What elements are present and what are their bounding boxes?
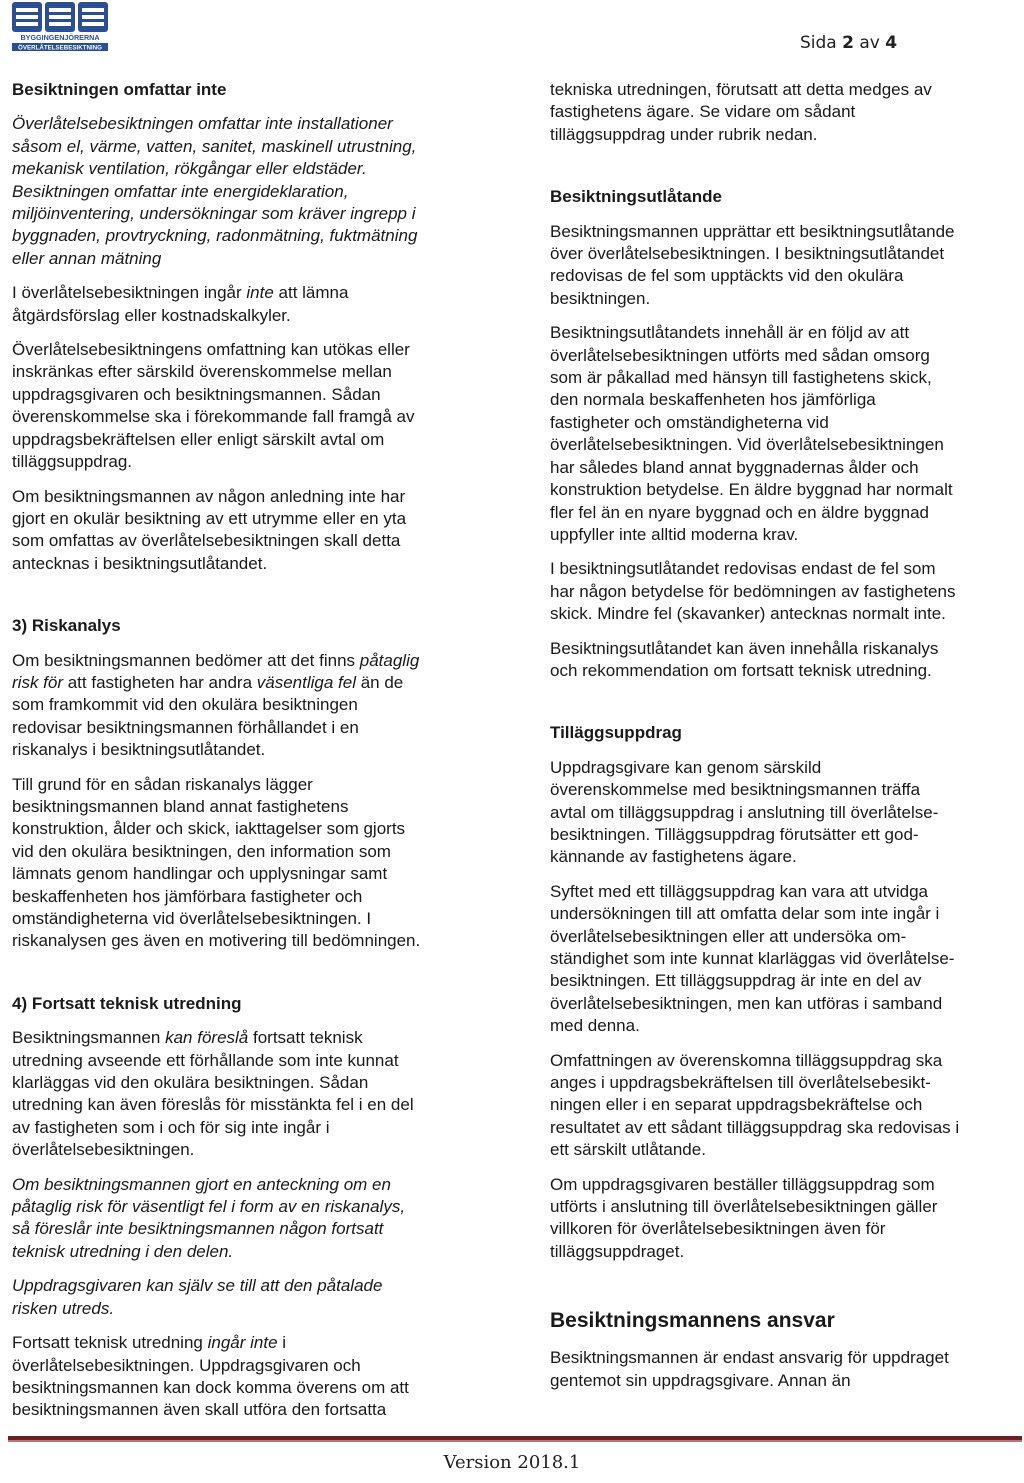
paragraph-omfattningen: Omfattningen av överenskomna tilläggsuppdrag ska anges i uppdragsbekräftelsen till överlåtelsebesikt- ningen eller i en separat uppdragsbekräftelse och resultatet av ett sådant tilläggsuppdrag ska redovisas i ett särskilt utlåtande. (550, 1050, 960, 1160)
heading-tillaggsuppdrag: Tilläggsuppdrag (550, 723, 682, 743)
logo-text-1: BYGGINGENJÖRERNA (20, 33, 100, 42)
paragraph-omfattning: Överlåtelsebesiktningens omfattning kan utökas eller inskränkas efter särskild överenskommelse mellan uppdragsgivaren och besiktningsmannen. Sådan överenskommelse ska i förekommande fall framgå av uppdragsbekräftelsen eller enligt särskilt avtal om tilläggsuppdrag. (12, 340, 415, 472)
page-prefix: Sida (800, 33, 837, 53)
paragraph-kan-foresla (12, 1027, 492, 1161)
page-number (800, 33, 897, 53)
right-column (550, 79, 1020, 1404)
sbr-logo (12, 2, 112, 52)
left-column (12, 79, 492, 1434)
paragraph-bestaller: Om uppdragsgivaren beställer tilläggsuppdrag som utförts i anslutning till överlåtelsebesiktningen gäller villkoren för överlåtelsebesiktningen även för tilläggsuppdraget. (550, 1174, 938, 1261)
sbr-logo-mark (12, 2, 112, 52)
paragraph-omfattar-inte: Överlåtelsebesiktningen omfattar inte installationer såsom el, värme, vatten, sanitet, maskinell utrustning, mekanisk ventilation, rökgångar eller eldstäder. Besiktningen omfattar inte energideklaration, miljöinventering, undersökningar som kräver ingrepp i byggnaden, provtryckning, radonmätning, fuktmätning eller annan mätning (12, 114, 418, 268)
paragraph-innehall: Besiktningsutlåtandets innehåll är en följd av att överlåtelsebesiktningen utförts med sådan omsorg som är påkallad med hänsyn till fastighetens skick, den normala beskaffenheten hos jämförliga fastigheter och omständigheterna vid överlåtelsebesiktningen. Vid överlåtelsebesiktningen har således bland annat byggnadernas ålder och konstruktion betydelse. En äldre byggnad har normalt fler fel än en nyare byggnad och en äldre byggnad uppfyller inte alltid moderna krav. (550, 323, 953, 544)
logo-text-2: ÖVERLÅTELSEBESIKTNING (18, 44, 102, 52)
paragraph-tekniska-utredningen: tekniska utredningen, förutsatt att detta medges av fastighetens ägare. Se vidare om sådant tilläggsuppdrag under rubrik nedan. (550, 80, 932, 144)
paragraph-riskanalys (12, 650, 492, 762)
heading-omfattar-inte: Besiktningen omfattar inte (12, 80, 227, 99)
paragraph-redovisas: I besiktningsutlåtandet redovisas endast de fel som har någon betydelse för bedömningen av fastighetens skick. Mindre fel (skavanker) antecknas normalt inte. (550, 559, 956, 624)
paragraph-atgardsforslag (12, 282, 492, 327)
paragraph-okular: Om besiktningsmannen av någon anledning inte har gjort en okulär besiktning av ett utrymme eller en yta som omfattas av överlåtelsebesiktningen skall detta antecknas i besiktningsutlåtandet. (12, 486, 407, 573)
p2-a: I överlåtelsebesiktningen ingår (12, 283, 247, 303)
version-label: Version 2018.1 (443, 1452, 581, 1473)
p10-em: ingår inte (207, 1333, 278, 1353)
p5-c: än de som framkommit vid den okulära besiktningen redovisar besiktningsmannen förhållandet i en riskanalys i besiktningsutlåtandet. (12, 672, 404, 760)
paragraph-grund-riskanalys: Till grund för en sådan riskanalys lägger besiktningsmannen bland annat fastighetens konstruktion, ålder och skick, iakttagelser som gjorts vid den okulära besiktningen, den information som lämnats genom handlingar och upplysningar samt beskaffenheten hos jämförbara fastigheter och omständigheterna vid överlåtelsebesiktningen. I riskanalysen ges även en motivering till bedömningen. (12, 774, 421, 951)
heading-fortsatt-utredning: 4) Fortsatt teknisk utredning (12, 993, 242, 1013)
page-total: 4 (885, 33, 898, 53)
p2-em: inte (246, 283, 274, 303)
p7-em: kan föreslå (165, 1028, 249, 1048)
heading-besiktningsutlatande: Besiktningsutlåtande (550, 187, 722, 207)
p5-em1: påtaglig risk för (12, 650, 420, 692)
paragraph-syftet: Syftet med ett tilläggsuppdrag kan vara att utvidga undersökningen till att omfatta delar som inte ingår i överlåtelsebesiktningen eller att undersöka om- ständighet som inte kunnat klarläggas vid överlåtelse- besiktningen. Ett tilläggsuppdrag är inte en del av överlåtelsebesiktningen, men kan utföras i samband med denna. (550, 881, 955, 1036)
p5-em2: väsentliga fel (256, 672, 356, 692)
paragraph-ansvarig: Besiktningsmannen är endast ansvarig för uppdraget gentemot sin uppdragsgivare. Annan än (550, 1348, 949, 1390)
heading-riskanalys: 3) Riskanalys (12, 616, 121, 636)
footer-rule (8, 1436, 1022, 1442)
page-mid: av (859, 33, 880, 53)
paragraph-ingar-inte (12, 1332, 492, 1422)
p7-a: Besiktningsmannen (12, 1028, 166, 1048)
paragraph-rekommendation: Besiktningsutlåtandet kan även innehålla riskanalys och rekommendation om fortsatt teknisk utredning. (550, 638, 939, 680)
heading-ansvar: Besiktningsmannens ansvar (550, 1309, 835, 1333)
page-current: 2 (842, 33, 854, 53)
paragraph-utreds: Uppdragsgivaren kan själv se till att den påtalade risken utreds. (12, 1276, 383, 1318)
p7-b: fortsatt teknisk utredning avseende ett förhållande som inte kunnat klarläggas vid den okulära besiktningen. Sådan utredning kan även föreslås för misstänkta fel i en del av fastigheten som i och för sig inte ingår i överlåtelsebesiktningen. (12, 1028, 414, 1160)
p5-a: Om besiktningsmannen bedömer att det finns (12, 650, 360, 670)
p10-a: Fortsatt teknisk utredning (12, 1333, 208, 1353)
p2-b: att lämna åtgärdsförslag eller kostnadskalkyler. (12, 283, 349, 325)
p10-b: i överlåtelsebesiktningen. Uppdragsgivaren och besiktningsmannen kan dock komma överens om att besiktningsmannen även skall utföra den fortsatta (12, 1333, 409, 1420)
p5-b: att fastigheten har andra (63, 672, 257, 692)
paragraph-anteckning: Om besiktningsmannen gjort en anteckning om en påtaglig risk för väsentligt fel i form av en riskanalys, så föreslår inte besiktningsmannen någon fortsatt teknisk utredning i den delen. (12, 1174, 406, 1261)
paragraph-upprattar: Besiktningsmannen upprättar ett besiktningsutlåtande över överlåtelsebesiktningen. I besiktningsutlåtandet redovisas de fel som upptäckts vid den okulära besiktningen. (550, 221, 955, 308)
paragraph-sarskild-overenskommelse: Uppdragsgivare kan genom särskild överenskommelse med besiktningsmannen träffa avtal om tilläggsuppdrag i anslutning till överlåtelse- besiktningen. Tilläggsuppdrag förutsätter ett god- kännande av fastighetens ägare. (550, 757, 939, 867)
